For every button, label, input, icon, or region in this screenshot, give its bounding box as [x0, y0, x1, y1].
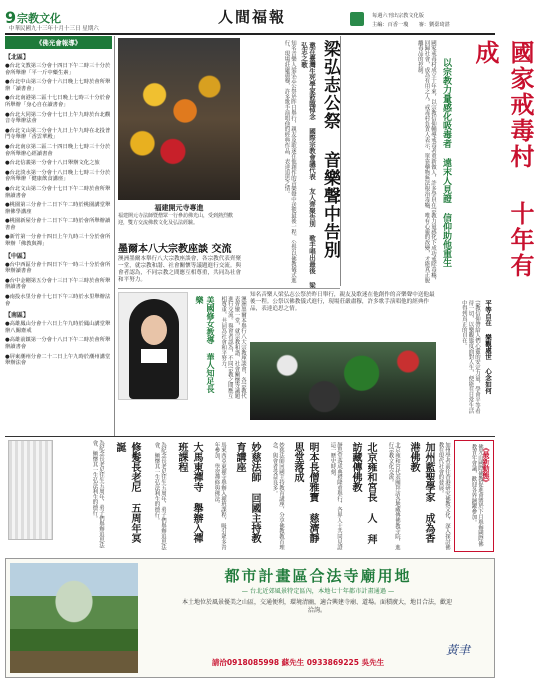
sidebar-title: 《佛光會報導》 [5, 36, 112, 49]
ad-body: 本土地位於風景優美之山區，交通便利，環境清幽，適合興建寺廟、道場。面積廣大，地目合法，歡迎洽詢。 [182, 599, 453, 614]
sidebar-entry: ●台北南京第二區二十四日晚上七時三十分於會所舉辦心經讀書會 [5, 143, 111, 157]
bottom-story-body: 馬來西亞東禪寺舉辦入禪班課程，吸引眾多青年參加，學習禪修與佛法。 [213, 442, 226, 550]
latest-news-body: 佛光山國際佛教促進會將於下月舉辦國際佛教青年會議，歡迎各界踴躍參加。 [470, 444, 483, 547]
header-notice-1: 每週六刊出宗教文化版 [372, 13, 424, 19]
latest-news-box [454, 440, 494, 552]
sidebar-region-south: 【南區】 [5, 312, 30, 320]
header-date: 中華民國九十三年十月十三日 星期六 [9, 26, 99, 32]
sidebar-entry: ●高雄鳳山分會十六日上午九時於鳳山講堂舉辦八關齋戒 [5, 321, 111, 334]
lead-headline: 國家戒毒村 十年有成 [471, 40, 535, 279]
sidebar-entry: ●屏東潮州分會二十二日上午九時於潮州講堂舉辦法會 [5, 353, 111, 367]
sidebar-entry: ●台中金剛第五分會十三日下午三時於會所舉辦讀書會 [5, 277, 111, 291]
masthead: 人間福報 [218, 8, 287, 26]
interfaith-headline: 墨爾本八大宗教座談 交流 [118, 244, 232, 255]
right-feature-body: 宗教信仰帶給人們心靈的安定力量，學會平等看待一切，以樂觀態度面對人生，便能在日常生活中得到真正的自在。 [460, 300, 480, 414]
photo-caption: 福建開元寺法師暨僧眾一行參訪佛光山，受到熱烈歡迎，雙方交流佛教文化及弘法經驗。 [118, 213, 234, 226]
sidebar-entry: ●台北信義第一分會十八日舉辦文化之旅 [5, 160, 100, 167]
nun-collar [141, 349, 167, 363]
interfaith-body: 澳洲墨爾本舉行八大宗教座談會，各宗教代表齊聚一堂，就宗教和諧、社會關懷等議題進行交流。與會者認為，不同宗教之間應互相尊重，共同為社會和平努力。 [118, 256, 242, 283]
bottom-story-headline: 修髮長老尼 五周年冥誕 [114, 442, 140, 543]
bottom-story-body: 北京雍和宮代表團拜訪各地藏傳佛教寺院，進行宗教文化交流。 [387, 442, 400, 550]
concert-body: 知名音樂人梁弘志公祭於昨日舉行，親友及歌迷在他創作的音樂聲中送他最後一程。公祭以佛教儀式進行，現場莊嚴肅穆，許多歌手演唱他的經典作品，表達追思之情。 [283, 40, 296, 283]
lead-body: 國家戒毒村成立十年來，以宗教信仰輔導戒毒者重新做人，許多學員在宗教力量感化下成功戒除毒癮，回歸社會，成為有用之人。戒毒村負責人表示，單靠藥物無法根治毒癮，唯有心靈的改變，才能真正脫離毒品的控制。 [416, 40, 436, 283]
mid-rule [5, 436, 495, 437]
sidebar-entry: ●台北文山第二分會十七日下午二時於會所舉辦讀書會 [5, 185, 111, 199]
photo-caption-title: 福建開元寺專進 [154, 204, 204, 212]
ad-landscape-image [10, 563, 138, 673]
bottom-story-headline: 明本長僧雅寶 慈濟靜思堂落成 [292, 442, 318, 543]
sidebar-entry: ●台中西區分會十四日下午一時三十分於會所舉辦讀書會 [5, 261, 111, 275]
concert-divider [340, 36, 341, 286]
bottom-story-body: 加州學者前往香港研究佛教文化，深入探討佛教在現代社會的發展。 [437, 442, 450, 550]
bottom-story-headline: 北京雍和宮長 人 拜訪藏傳佛教 [350, 442, 376, 544]
bottom-left-photo [8, 440, 53, 540]
bottom-story-headline: 大馬東禪寺 舉辦入禪班課程 [176, 442, 202, 543]
temple-land-ad [5, 558, 495, 678]
masthead-logo [350, 12, 364, 26]
sidebar [5, 36, 112, 436]
latest-news-title: 《最新動態》 [482, 444, 490, 486]
ad-subtitle: — 台北近郊風景特定區內，本地七十年都市計畫通過 — [241, 588, 395, 595]
ceremony-photo [250, 342, 436, 420]
bottom-story-headline: 妙慈法師 回國主持教育講座 [234, 442, 260, 543]
concert-subhead: 邀在臺灣生死學家蒞臨悼念 國際宗教會議代表 友人齊聚告別 歌手唱出最後 梁弘志之歌 [300, 42, 316, 289]
bottom-story-body: 妙慈法師回國主持教育講座，分享佛教教育理念，與會者受益良多。 [271, 442, 284, 550]
nun-photo [118, 292, 188, 400]
right-feature-title: 平等自在 樂觀處世 心念如何 [484, 300, 492, 394]
lead-subhead: 以宗教力量感化吸毒者 遠末人見證 信仰助他重生 [441, 58, 451, 267]
ad-contact: 請洽0918085998 蘇先生 0933869225 吳先生 [211, 658, 385, 667]
interfaith-vertical-title: 美國修女教導 華人知足長樂 [195, 296, 215, 393]
bottom-story-headline: 加州藍聖學家 成為香港佛教 [408, 442, 434, 543]
bottom-left-text: 為紀念長老尼往生五周年，弟子們舉辦追思法會，緬懷其一生弘法利生的德行。 [91, 440, 104, 548]
ad-title: 都市計畫區合法寺廟用地 [224, 567, 412, 585]
sidebar-entry: ●台北文山第二分會十九日上午九時在北投普門寺舉辦「香雲華殿」 [5, 127, 111, 141]
header-notice-2: 主編：百香一瓊 審：劉臺琦湛 [372, 22, 450, 28]
bottom-story-body: 為紀念長老尼往生五周年，弟子們舉辦追思法會，緬懷其一生弘法利生的德行。 [153, 442, 166, 550]
sidebar-entry: ●台北中山第三分會十六日晚上七時於會所舉辦「讀書會」 [5, 79, 111, 92]
sidebar-entry: ●新竹第一分會十四日上午九時三十分於會所舉辦「佛教與禪」 [5, 234, 111, 248]
concert-headline: 梁弘志公祭 音樂聲中告別 [320, 40, 340, 259]
ad-signature: 黃聿 [446, 643, 471, 657]
header-rule [5, 33, 495, 35]
sidebar-entry: ●高雄前鎮第一分會十八日下午二時於會所舉辦讀書會 [5, 337, 111, 350]
nun-face [141, 315, 167, 345]
sidebar-region-central: 【中區】 [5, 252, 30, 260]
sidebar-divider [114, 36, 115, 436]
sidebar-entry: ●南投水里分會十七日下午三時於水里舉辦法會 [5, 294, 111, 307]
sidebar-region-north: 【北區】 [5, 54, 30, 61]
sidebar-entry: ●桃園新屋分會十二日下午二時於會所舉辦讀書會 [5, 218, 111, 231]
sidebar-entry: ●桃園第三分會十二日下午二時於桃園講堂舉辦佛學講座 [5, 202, 111, 215]
sidebar-entry: ●台北文教第三分會十四日下午二時三十分於會所舉辦「平一斤中藥生素」 [5, 63, 111, 76]
sidebar-entry: ●台北淡水第一分會十八日晚上七時三十分於會所舉辦「健康飲食講座」 [5, 169, 111, 183]
bottom-story-body: 靜思堂落成典禮隆重舉行，各界人士共同見證這一歷史時刻。 [329, 442, 342, 550]
interfaith-rule [118, 288, 340, 289]
monks-photo [118, 38, 240, 200]
interfaith-column: 澳洲墨爾本舉行八大宗教座談會，各宗教代表齊聚一堂，就宗教和諧、社會關懷等議題進行交流。與會者認為，不同宗教之間應互相尊重，共同為社會和平努力。 [220, 296, 246, 399]
header [0, 0, 500, 34]
section-title: 宗教文化 [17, 12, 61, 25]
ceremony-text: 知名音樂人梁弘志公祭於昨日舉行，親友及歌迷在他創作的音樂聲中送他最後一程。公祭以佛教儀式進行，現場莊嚴肅穆，許多歌手演唱他的經典作品，表達追思之情。 [250, 292, 435, 312]
sidebar-entry: ●台北大同第二分會十七日上午九時於台北觀音寺舉辦法會 [5, 111, 111, 125]
sidebar-entry: ●台北南港第二區十七日晚上七時三十分於會所舉辦「身心自在讀書會」 [5, 95, 111, 108]
page-number: 9 [5, 8, 17, 27]
